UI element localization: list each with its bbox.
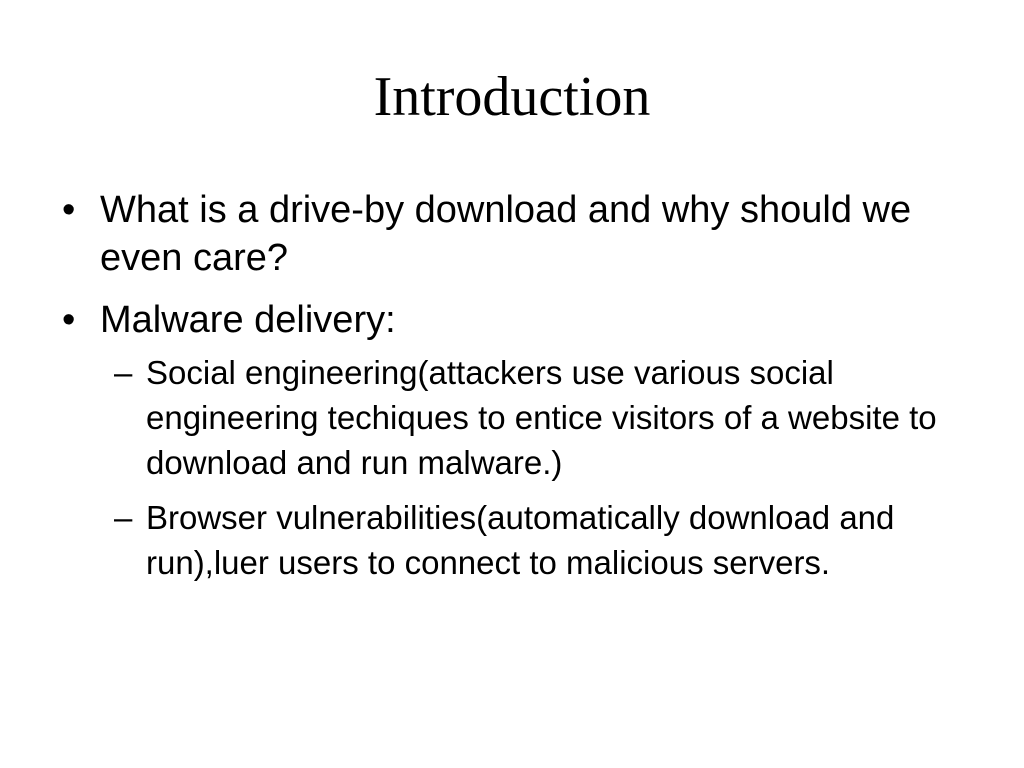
bullet-text: What is a drive-by download and why should we even care? xyxy=(100,189,912,279)
bullet-text: Malware delivery: xyxy=(100,299,396,341)
slide-title: Introduction xyxy=(373,66,651,128)
bullet-icon: • xyxy=(62,189,76,231)
bullet-icon: • xyxy=(62,299,76,341)
dash-icon: – xyxy=(114,499,133,536)
sub-bullet-list xyxy=(100,350,962,585)
bullet-item xyxy=(62,296,962,585)
sub-bullet-item xyxy=(100,495,962,585)
sub-bullet-text: Browser vulnerabilities(automatically download and run),luer users to connect to malicious servers. xyxy=(146,499,895,581)
bullet-item xyxy=(62,186,962,282)
dash-icon: – xyxy=(114,354,133,391)
sub-bullet-item xyxy=(100,350,962,485)
bullet-list xyxy=(62,186,962,599)
sub-bullet-text: Social engineering(attackers use various social engineering techiques to entice visitors of a website to download and run malware.) xyxy=(146,354,937,481)
